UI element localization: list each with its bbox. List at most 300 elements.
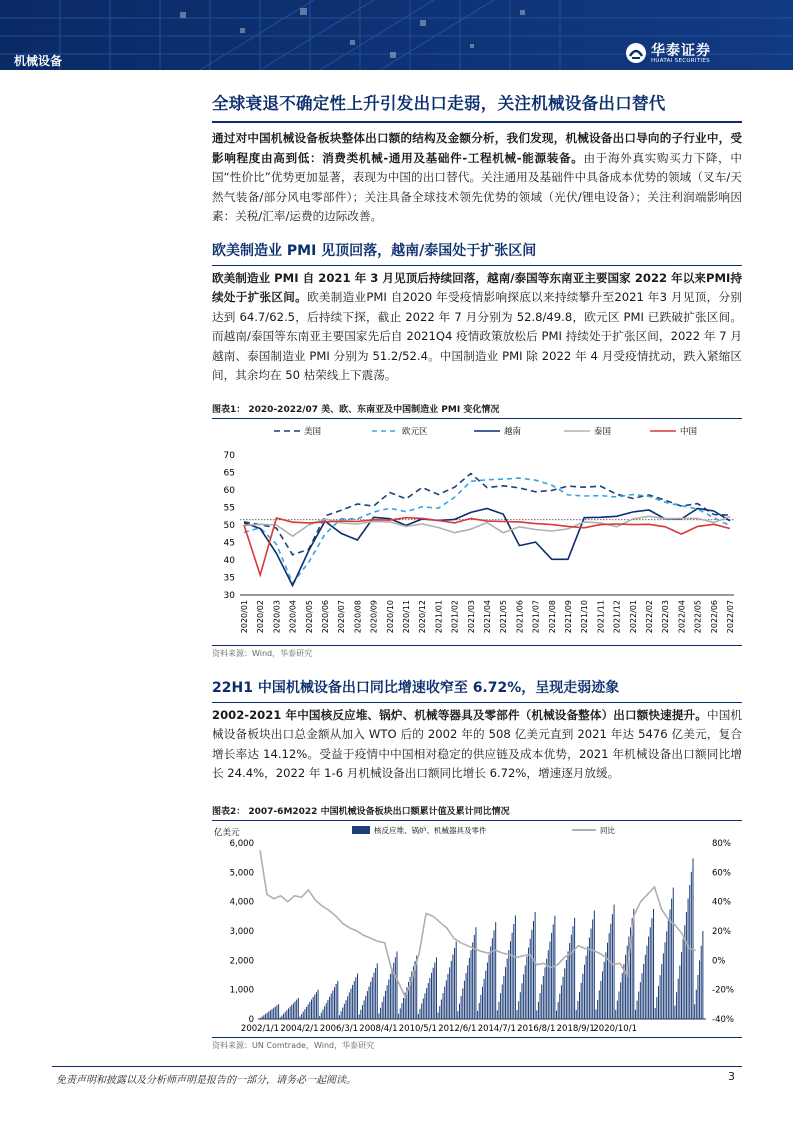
bar (316, 992, 317, 1019)
bar (392, 968, 393, 1019)
bar (605, 952, 606, 1019)
bar (390, 974, 391, 1019)
legend-label: 核反应堆、锅炉、机械器具及零件 (374, 825, 487, 835)
bar (609, 933, 610, 1019)
bar (265, 1014, 266, 1019)
bar (633, 909, 634, 1019)
bar (645, 954, 646, 1018)
bar (350, 988, 351, 1018)
bar (561, 985, 562, 1019)
bar (462, 988, 463, 1019)
bar (285, 1012, 286, 1019)
bar (286, 1010, 287, 1019)
section2-title: 欧美制造业 PMI 见顶回落，越南/泰国处于扩张区间 (212, 236, 742, 266)
bar (674, 1005, 675, 1018)
bar (663, 953, 664, 1019)
x-tick-label: 2021/05 (499, 599, 509, 633)
bar (308, 1004, 309, 1019)
bar (400, 1008, 401, 1019)
bar (577, 1000, 578, 1018)
bar (528, 947, 529, 1018)
bar (321, 1012, 322, 1018)
bar (382, 1002, 383, 1019)
bar (313, 997, 314, 1019)
bar (357, 973, 358, 1019)
bar (276, 1005, 277, 1019)
bar (336, 984, 337, 1019)
bar (327, 999, 328, 1018)
figure1-caption: 图表1： 2020-2022/07 美、欧、东南亚及中国制造业 PMI 变化情况 (212, 399, 742, 419)
x-tick-label: 2012/6/1 (438, 1023, 477, 1033)
bar (494, 930, 495, 1019)
bar (521, 983, 522, 1019)
bar (306, 1006, 307, 1018)
bar (520, 992, 521, 1019)
bar (383, 996, 384, 1019)
bar (610, 923, 611, 1018)
y2-tick-label: 80% (712, 838, 731, 849)
bar (599, 990, 600, 1019)
x-tick-label: 2020/10 (385, 599, 395, 633)
bar (564, 968, 565, 1019)
bar (346, 1000, 347, 1019)
bar (653, 909, 654, 1019)
y2-tick-label: -20% (712, 985, 734, 996)
bar (475, 927, 476, 1019)
bar (526, 956, 527, 1019)
bar (467, 965, 468, 1019)
x-tick-label: 2022/07 (726, 599, 735, 633)
figure2-caption: 图表2： 2007-6M2022 中国机械设备板块出口额累计值及累计同比情况 (212, 801, 742, 821)
bar (280, 1017, 281, 1019)
bar (530, 938, 531, 1018)
bar (418, 1013, 419, 1018)
bar (508, 950, 509, 1019)
bar (444, 986, 445, 1018)
footer-divider (52, 1066, 742, 1067)
section3-title: 22H1 中国机械设备出口同比增速收窄至 6.72%，呈现走弱迹象 (212, 673, 742, 703)
bar (438, 1012, 439, 1019)
bar (648, 936, 649, 1019)
bar (344, 1003, 345, 1018)
bar (581, 982, 582, 1018)
x-tick-label: 2016/8/1 (517, 1023, 556, 1033)
bar (449, 967, 450, 1019)
bar (319, 1015, 320, 1018)
bar (666, 931, 667, 1019)
legend-swatch (352, 826, 370, 834)
bar (531, 929, 532, 1018)
bar (676, 992, 677, 1019)
x-tick-label: 2020/12 (418, 599, 428, 633)
y-tick-label: 0 (248, 1014, 254, 1025)
bar (579, 991, 580, 1018)
bar (447, 973, 448, 1018)
bar (293, 1003, 294, 1019)
bar (655, 1008, 656, 1019)
bar (443, 993, 444, 1019)
y-tick-label: 30 (223, 590, 235, 601)
bar (546, 958, 547, 1018)
section2-paragraph (212, 269, 742, 386)
legend-label: 同比 (600, 825, 615, 835)
bar (549, 941, 550, 1018)
bar (702, 931, 703, 1019)
bar (461, 996, 462, 1019)
bar (614, 904, 615, 1018)
bar (380, 1007, 381, 1018)
bar (466, 973, 467, 1019)
series-line (244, 478, 730, 583)
legend-label: 中国 (680, 426, 698, 437)
legend-label: 泰国 (594, 426, 612, 437)
bar (497, 1010, 498, 1019)
y2-tick-label: 60% (712, 867, 731, 878)
x-tick-label: 2020/11 (402, 599, 411, 633)
bar (487, 962, 488, 1019)
bar (439, 1006, 440, 1019)
bar (540, 993, 541, 1019)
bar (622, 973, 623, 1019)
bar (464, 980, 465, 1018)
bar (472, 942, 473, 1019)
main-content (212, 82, 742, 1051)
bar (640, 982, 641, 1019)
y-tick-label: 35 (223, 573, 235, 583)
bar (679, 965, 680, 1019)
bar (355, 977, 356, 1019)
logo-icon (625, 42, 647, 64)
bar (387, 985, 388, 1019)
x-tick-label: 2021/11 (596, 599, 606, 633)
section1-paragraph (212, 129, 742, 227)
bar (474, 934, 475, 1018)
bar (431, 972, 432, 1018)
x-tick-label: 2020/05 (304, 599, 314, 633)
bar (490, 946, 491, 1019)
bar (288, 1008, 289, 1019)
y2-tick-label: 20% (712, 926, 731, 937)
bar (635, 1009, 636, 1018)
bar (587, 946, 588, 1018)
bar (349, 992, 350, 1019)
bar (568, 951, 569, 1019)
bar (459, 1003, 460, 1018)
bar (518, 1001, 519, 1019)
bar (502, 984, 503, 1019)
x-tick-label: 2021/09 (564, 599, 573, 633)
bar (665, 942, 666, 1019)
x-tick-label: 2020/10/1 (593, 1023, 637, 1033)
bar (369, 986, 370, 1019)
bar (661, 964, 662, 1019)
bar (347, 996, 348, 1019)
figure2-source: 资料来源：UN Comtrade，Wind，华泰研究 (212, 1037, 742, 1051)
bar (457, 1011, 458, 1019)
bar (272, 1009, 273, 1019)
legend-label: 越南 (504, 426, 522, 437)
bar (480, 994, 481, 1018)
bar (612, 914, 613, 1019)
bar (602, 971, 603, 1019)
bar (395, 957, 396, 1019)
x-tick-label: 2020/01 (240, 599, 249, 633)
bar (373, 972, 374, 1018)
bar (591, 928, 592, 1018)
y-tick-label: 3,000 (229, 926, 254, 937)
x-tick-label: 2002/1/1 (240, 1023, 280, 1033)
bar (694, 1004, 695, 1019)
y-tick-label: 1,000 (229, 985, 254, 996)
bar (646, 945, 647, 1018)
bar (470, 950, 471, 1019)
bar (673, 887, 674, 1018)
bar (304, 1009, 305, 1019)
y-axis-label: 亿美元 (214, 827, 240, 838)
bar (571, 934, 572, 1018)
bar (270, 1010, 271, 1019)
x-tick-label: 2018/9/1 (556, 1023, 595, 1033)
bar (597, 999, 598, 1018)
section1-title: 全球衰退不确定性上升引发出口走弱，关注机械设备出口替代 (212, 82, 742, 123)
bar (441, 999, 442, 1018)
sector-label: 机械设备 (14, 54, 63, 68)
bar (290, 1006, 291, 1018)
bar (482, 986, 483, 1018)
bar (566, 960, 567, 1019)
bar (339, 1015, 340, 1019)
bar (658, 986, 659, 1019)
bar (296, 999, 297, 1018)
bar (489, 954, 490, 1019)
bar (479, 1002, 480, 1018)
bar (263, 1015, 264, 1019)
figure1-source: 资料来源：Wind，华泰研究 (212, 645, 742, 659)
bar (433, 967, 434, 1018)
x-tick-label: 2021/06 (515, 599, 525, 633)
bar (683, 938, 684, 1018)
bar (337, 980, 338, 1018)
bar (512, 932, 513, 1018)
bar (484, 978, 485, 1018)
bar (697, 975, 698, 1019)
bar (617, 1000, 618, 1018)
y2-tick-label: -40% (712, 1014, 734, 1025)
bar (505, 967, 506, 1019)
bar (656, 997, 657, 1019)
bar (260, 1017, 261, 1018)
x-tick-label: 2022/02 (645, 599, 654, 633)
bar (600, 980, 601, 1018)
bar (352, 984, 353, 1018)
bar (388, 979, 389, 1018)
y-tick-label: 6,000 (229, 838, 254, 849)
bar (523, 974, 524, 1019)
bar (576, 1010, 577, 1019)
bar (548, 950, 549, 1019)
bar (686, 911, 687, 1018)
bar (517, 1010, 518, 1019)
bar (503, 975, 504, 1018)
bar (660, 975, 661, 1019)
bar (420, 1008, 421, 1018)
bar (396, 951, 397, 1019)
bar (332, 990, 333, 1019)
bar (322, 1009, 323, 1019)
bar (668, 920, 669, 1019)
bar (643, 964, 644, 1019)
bar (326, 1003, 327, 1019)
bar (334, 987, 335, 1019)
bar (618, 991, 619, 1019)
bar (421, 1003, 422, 1018)
bar (331, 993, 332, 1018)
x-tick-label: 2021/04 (483, 599, 492, 633)
bar (553, 924, 554, 1019)
x-tick-label: 2004/2/1 (280, 1023, 319, 1033)
bar (681, 952, 682, 1019)
bar (385, 990, 386, 1018)
bar (451, 960, 452, 1018)
x-tick-label: 2021/10 (580, 599, 590, 633)
x-tick-label: 2022/06 (709, 599, 719, 633)
x-tick-label: 2008/4/1 (359, 1023, 398, 1033)
y-tick-label: 2,000 (229, 955, 254, 966)
bar (295, 1001, 296, 1019)
bar (436, 957, 437, 1019)
bar (544, 967, 545, 1019)
bar (452, 954, 453, 1019)
bar (314, 994, 315, 1018)
bar (342, 1007, 343, 1018)
bar (311, 999, 312, 1019)
bar (688, 898, 689, 1019)
bar (360, 1009, 361, 1018)
y-tick-label: 70 (223, 450, 235, 461)
bar (426, 988, 427, 1019)
y2-tick-label: 40% (712, 897, 731, 908)
bar (401, 1003, 402, 1019)
footer-disclaimer: 免责声明和披露以及分析师声明是报告的一部分，请务必一起阅读。 (56, 1075, 356, 1086)
bar (303, 1011, 304, 1018)
bar (273, 1007, 274, 1018)
bar (495, 922, 496, 1019)
bar (398, 1013, 399, 1018)
bar (572, 926, 573, 1019)
y-tick-label: 55 (223, 503, 235, 513)
bar (513, 924, 514, 1019)
bar (301, 1014, 302, 1019)
bar (696, 989, 697, 1018)
bar (309, 1001, 310, 1018)
bar (689, 885, 690, 1019)
huatai-logo (625, 40, 735, 68)
bar (651, 918, 652, 1019)
bar (291, 1004, 292, 1018)
bar (500, 993, 501, 1019)
bar (574, 917, 575, 1018)
bar (554, 915, 555, 1018)
bar (699, 960, 700, 1019)
bar (541, 984, 542, 1018)
section1-bold: 通过对中国机械设备板块整体出口额的结构及金额分析，我们发现，机械设备出口导向的子行业中，受影响程度由高到低：消费类机械-通用及基础件-工程机械-能源装备。 (212, 131, 742, 165)
x-tick-label: 2020/07 (337, 599, 347, 633)
y-tick-label: 60 (223, 485, 235, 496)
bar (283, 1013, 284, 1018)
bar (584, 964, 585, 1018)
x-tick-label: 2022/03 (661, 599, 671, 633)
bar (607, 942, 608, 1018)
x-tick-label: 2022/01 (628, 599, 638, 633)
y-tick-label: 65 (223, 468, 235, 478)
bar (377, 963, 378, 1019)
bar (428, 983, 429, 1019)
y-tick-label: 5,000 (229, 867, 254, 878)
bar (364, 1000, 365, 1019)
legend-label: 欧元区 (402, 426, 428, 437)
bar (372, 977, 373, 1019)
x-tick-label: 2021/01 (434, 599, 444, 633)
x-tick-label: 2010/5/1 (398, 1023, 437, 1033)
bar (262, 1016, 263, 1019)
bar (692, 858, 693, 1019)
y-tick-label: 45 (223, 538, 235, 548)
bar (423, 998, 424, 1019)
section2-text: 欧美制造业PMI 自2020 年受疫情影响探底以来持续攀升至2021 年3 月见顶，分别达到 64.7/62.5，后持续下探，截止 2022 年 7 月分别为 52.8/49.8，欧元区 PMI 已跌破扩张区间。而越南/泰国等东南亚主要国家先后自 2021Q4 疫情政策放松后 PMI 持续处于扩张区间，2022 年 7 月越南、泰国制造业 PMI 分别为 51.2/52.4。中国制造业 PMI 除 2022 年 4 月受疫情扰动，跌入紧缩区间，其余均在 50 枯荣线上下震荡。 (212, 290, 742, 382)
bar (429, 977, 430, 1018)
bar (536, 1010, 537, 1019)
bar (329, 996, 330, 1018)
x-tick-label: 2021/07 (531, 599, 541, 633)
bar (298, 997, 299, 1018)
y-tick-label: 4,000 (229, 897, 254, 908)
bar (362, 1005, 363, 1019)
x-tick-label: 2021/08 (547, 599, 557, 633)
bar (281, 1015, 282, 1019)
bar (378, 1013, 379, 1019)
bar (424, 993, 425, 1019)
bar (559, 993, 560, 1018)
section3-text: 中国机械设备板块出口总金额从加入 WTO 后的 2002 年的 508 亿美元直到 2021 年达 5476 亿美元，复合增长率达 14.12%。受益于疫情中中国相对稳定的供应链及成本优势，2021 年机械设备出口额同比增长 24.4%，2022 年 1-6 月机械设备出口额同比增长 6.72%，增速逐月放缓。 (212, 707, 742, 780)
bar (594, 910, 595, 1019)
x-tick-label: 2020/06 (321, 599, 330, 633)
bar (469, 957, 470, 1018)
page-number: 3 (728, 1070, 735, 1083)
y-tick-label: 50 (223, 520, 235, 531)
logo-text-en: HUATAI SECURITIES (651, 58, 710, 64)
bar (671, 898, 672, 1019)
bar (485, 970, 486, 1018)
x-tick-label: 2022/05 (693, 599, 703, 633)
bar (275, 1006, 276, 1018)
bar (595, 1009, 596, 1019)
export-bar-chart (212, 821, 742, 1033)
bar (582, 973, 583, 1018)
bar (510, 941, 511, 1019)
bar (691, 871, 692, 1018)
bar (533, 920, 534, 1018)
bar (620, 982, 621, 1019)
x-tick-label: 2021/03 (466, 599, 476, 633)
y2-tick-label: 0% (712, 955, 726, 966)
bar (498, 1001, 499, 1018)
x-tick-label: 2020/09 (369, 599, 379, 633)
bar (604, 961, 605, 1018)
bar (650, 927, 651, 1019)
bar (456, 941, 457, 1018)
bar (543, 976, 544, 1019)
bar (669, 909, 670, 1019)
